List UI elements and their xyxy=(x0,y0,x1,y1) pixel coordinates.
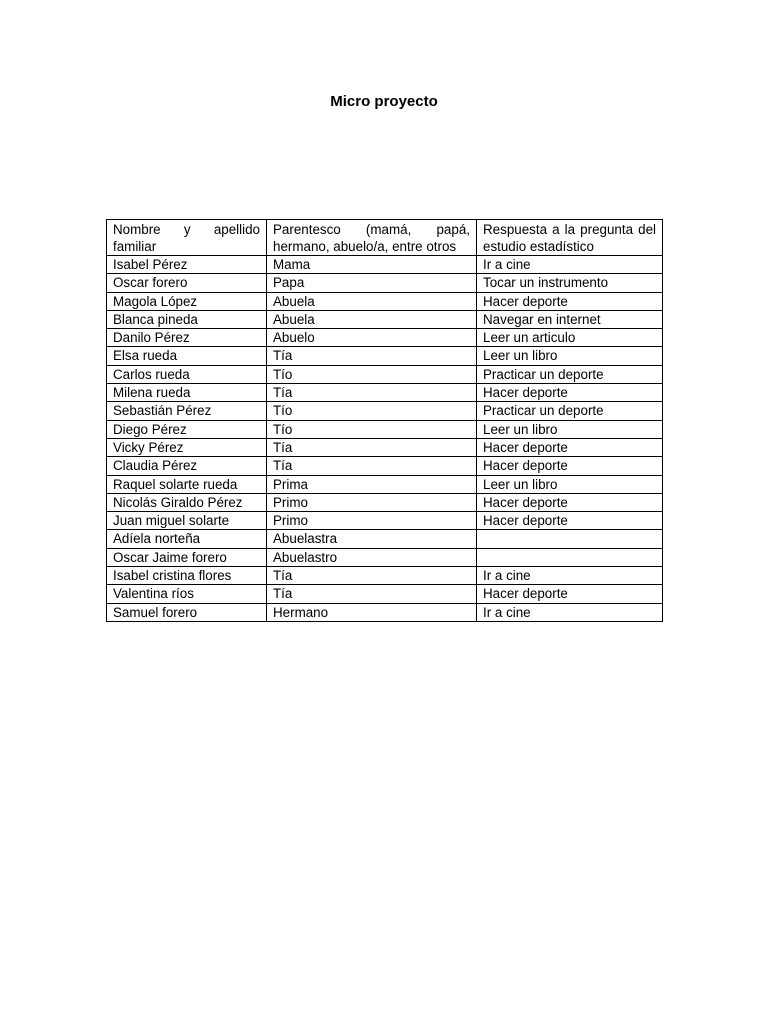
cell-relationship: Tía xyxy=(267,438,477,456)
cell-response: Leer un libro xyxy=(477,347,663,365)
cell-relationship: Abuela xyxy=(267,292,477,310)
cell-relationship: Abuela xyxy=(267,310,477,328)
cell-relationship: Tío xyxy=(267,402,477,420)
cell-relationship: Mama xyxy=(267,256,477,274)
cell-name: Valentina ríos xyxy=(107,585,267,603)
cell-relationship: Hermano xyxy=(267,603,477,621)
cell-name: Vicky Pérez xyxy=(107,438,267,456)
cell-relationship: Tío xyxy=(267,365,477,383)
table-row xyxy=(107,329,663,347)
table-row xyxy=(107,347,663,365)
table-row xyxy=(107,292,663,310)
cell-response: Ir a cine xyxy=(477,256,663,274)
table-header-row xyxy=(107,220,663,256)
cell-response: Practicar un deporte xyxy=(477,365,663,383)
cell-name: Raquel solarte rueda xyxy=(107,475,267,493)
page-title: Micro proyecto xyxy=(330,93,438,110)
cell-name: Elsa rueda xyxy=(107,347,267,365)
table-row xyxy=(107,457,663,475)
cell-relationship: Primo xyxy=(267,493,477,511)
table-row xyxy=(107,530,663,548)
cell-relationship: Tía xyxy=(267,567,477,585)
table-body xyxy=(107,220,663,622)
header-response: Respuesta a la pregunta del estudio estadístico xyxy=(477,220,663,256)
table-row xyxy=(107,548,663,566)
table-row xyxy=(107,585,663,603)
cell-response: Hacer deporte xyxy=(477,457,663,475)
cell-response: Hacer deporte xyxy=(477,512,663,530)
cell-name: Diego Pérez xyxy=(107,420,267,438)
table-row xyxy=(107,493,663,511)
family-survey-table xyxy=(106,219,663,622)
table-row xyxy=(107,402,663,420)
table-row xyxy=(107,603,663,621)
cell-response: Navegar en internet xyxy=(477,310,663,328)
cell-response: Hacer deporte xyxy=(477,292,663,310)
cell-name: Oscar Jaime forero xyxy=(107,548,267,566)
cell-name: Isabel Pérez xyxy=(107,256,267,274)
cell-name: Isabel cristina flores xyxy=(107,567,267,585)
table-row xyxy=(107,310,663,328)
table-row xyxy=(107,512,663,530)
cell-relationship: Papa xyxy=(267,274,477,292)
cell-relationship: Tía xyxy=(267,347,477,365)
cell-name: Nicolás Giraldo Pérez xyxy=(107,493,267,511)
cell-response: Practicar un deporte xyxy=(477,402,663,420)
cell-response: Hacer deporte xyxy=(477,585,663,603)
cell-relationship: Tía xyxy=(267,384,477,402)
cell-response: Tocar un instrumento xyxy=(477,274,663,292)
table-row xyxy=(107,420,663,438)
cell-name: Claudia Pérez xyxy=(107,457,267,475)
cell-name: Oscar forero xyxy=(107,274,267,292)
cell-relationship: Tía xyxy=(267,585,477,603)
header-relationship: Parentesco (mamá, papá, hermano, abuelo/a, entre otros xyxy=(267,220,477,256)
cell-response: Hacer deporte xyxy=(477,384,663,402)
table-row xyxy=(107,256,663,274)
table-row xyxy=(107,384,663,402)
table-row xyxy=(107,365,663,383)
cell-response: Ir a cine xyxy=(477,567,663,585)
table-row xyxy=(107,567,663,585)
cell-response: Leer un libro xyxy=(477,420,663,438)
cell-name: Carlos rueda xyxy=(107,365,267,383)
cell-name: Adíela norteña xyxy=(107,530,267,548)
table-row xyxy=(107,274,663,292)
header-name: Nombre y apellido familiar xyxy=(107,220,267,256)
cell-relationship: Abuelo xyxy=(267,329,477,347)
cell-name: Milena rueda xyxy=(107,384,267,402)
cell-response: Hacer deporte xyxy=(477,493,663,511)
cell-name: Blanca pineda xyxy=(107,310,267,328)
cell-relationship: Prima xyxy=(267,475,477,493)
cell-response: Leer un libro xyxy=(477,475,663,493)
cell-response: Ir a cine xyxy=(477,603,663,621)
cell-relationship: Tía xyxy=(267,457,477,475)
cell-response: Hacer deporte xyxy=(477,438,663,456)
cell-relationship: Abuelastra xyxy=(267,530,477,548)
cell-name: Juan miguel solarte xyxy=(107,512,267,530)
table-row xyxy=(107,475,663,493)
table-row xyxy=(107,438,663,456)
cell-name: Danilo Pérez xyxy=(107,329,267,347)
cell-response: Leer un articulo xyxy=(477,329,663,347)
cell-name: Magola López xyxy=(107,292,267,310)
cell-relationship: Tío xyxy=(267,420,477,438)
cell-name: Samuel forero xyxy=(107,603,267,621)
cell-name: Sebastián Pérez xyxy=(107,402,267,420)
cell-relationship: Abuelastro xyxy=(267,548,477,566)
cell-response xyxy=(477,530,663,548)
cell-response xyxy=(477,548,663,566)
cell-relationship: Primo xyxy=(267,512,477,530)
